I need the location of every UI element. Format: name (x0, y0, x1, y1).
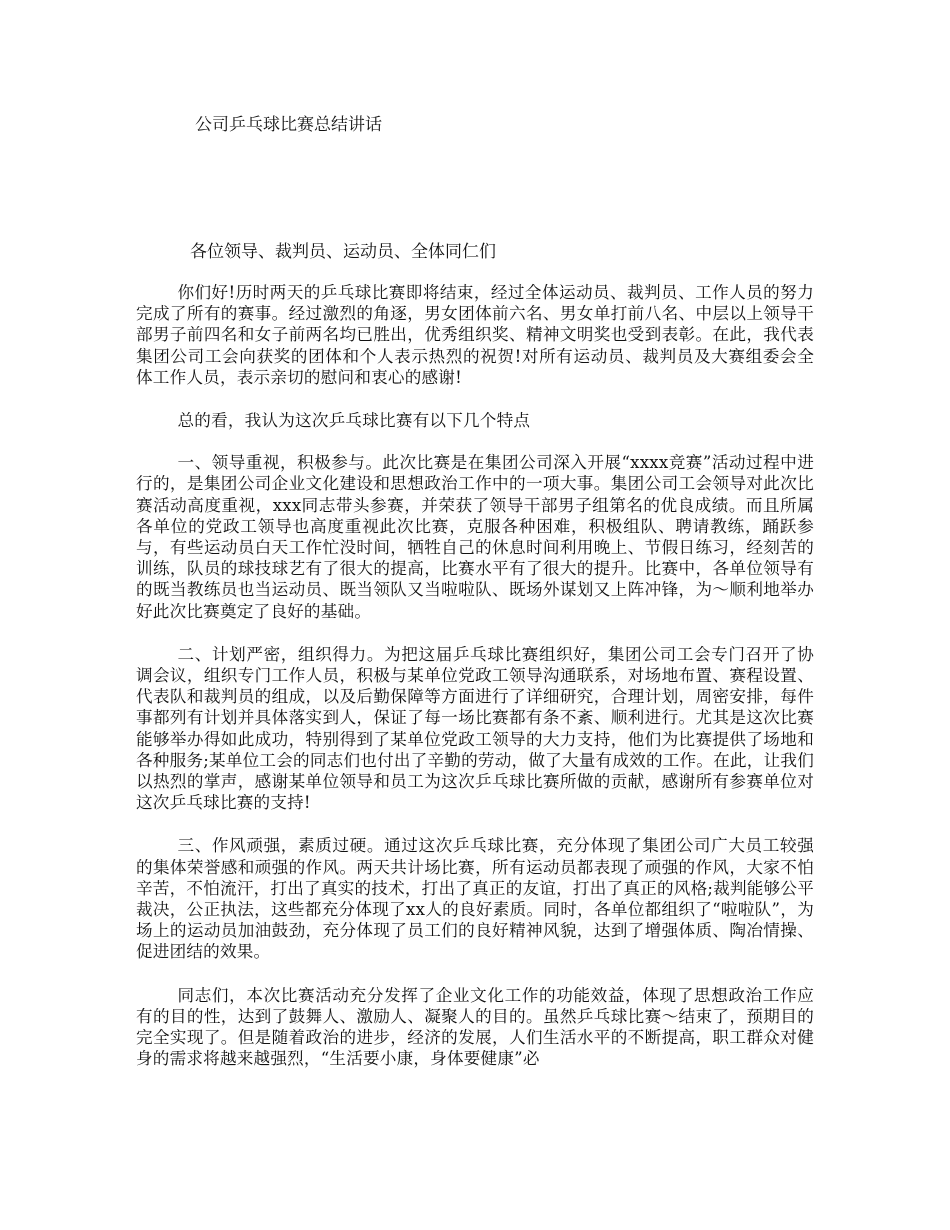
paragraph-point-1: 一、领导重视，积极参与。此次比赛是在集团公司深入开展“xxxx竞赛”活动过程中进行的，是集团公司企业文化建设和思想政治工作中的一项大事。集团公司工会领导对此次比赛活动高度重视，xxx同志带头参赛，并荣获了领导干部男子组第名的优良成绩。而且所属各单位的党政工领导也高度重视此次比赛，克服各种困难，积极组队、聘请教练，踊跃参与，有些运动员白天工作忙没时间，牺牲自己的休息时间利用晚上、节假日练习，经刻苦的训练，队员的球技球艺有了很大的提高，比赛水平有了很大的提升。比赛中，各单位领导有的既当教练员也当运动员、既当领队又当啦啦队、既场外谋划又上阵冲锋，为～顺利地举办好此次比赛奠定了良好的基础。 (136, 453, 814, 621)
document-title: 公司乒乓球比赛总结讲话 (195, 115, 382, 135)
salutation: 各位领导、裁判员、运动员、全体同仁们 (190, 242, 496, 262)
paragraph-point-2: 二、计划严密，组织得力。为把这届乒乓球比赛组织好，集团公司工会专门召开了协调会议，组织专门工作人员，积极与某单位党政工领导沟通联系，对场地布置、赛程设置、代表队和裁判员的组成，以及后勤保障等方面进行了详细研究，合理计划，周密安排，每件事都列有计划并具体落实到人，保证了每一场比赛都有条不紊、顺利进行。尤其是这次比赛能够举办得如此成功，特别得到了某单位党政工领导的大力支持，他们为比赛提供了场地和各种服务;某单位工会的同志们也付出了辛勤的劳动，做了大量有成效的工作。在此，让我们以热烈的掌声，感谢某单位领导和员工为这次乒乓球比赛所做的贡献，感谢所有参赛单位对这次乒乓球比赛的支持! (136, 644, 814, 813)
paragraph-greeting: 你们好!历时两天的乒乓球比赛即将结束，经过全体运动员、裁判员、工作人员的努力完成了所有的赛事。经过激烈的角逐，男女团体前六名、男女单打前八名、中层以上领导干部男子前四名和女子前两名均已胜出，优秀组织奖、精神文明奖也受到表彰。在此，我代表集团公司工会向获奖的团体和个人表示热烈的祝贺!对所有运动员、裁判员及大赛组委会全体工作人员，表示亲切的慰问和衷心的感谢! (136, 283, 814, 387)
document-body (136, 282, 814, 1092)
paragraph-overview: 总的看，我认为这次乒乓球比赛有以下几个特点 (177, 411, 531, 431)
paragraph-closing: 同志们，本次比赛活动充分发挥了企业文化工作的功能效益，体现了思想政治工作应有的目的性，达到了鼓舞人、激励人、凝聚人的目的。虽然乒乓球比赛～结束了，预期目的完全实现了。但是随着政治的进步，经济的发展，人们生活水平的不断提高，职工群众对健身的需求将越来越强烈，“生活要小康，身体要健康”必 (136, 985, 814, 1069)
paragraph-point-3: 三、作风顽强，素质过硬。通过这次乒乓球比赛，充分体现了集团公司广大员工较强的集体荣誉感和顽强的作风。两天共计场比赛，所有运动员都表现了顽强的作风，大家不怕辛苦，不怕流汗，打出了真实的技术，打出了真正的友谊，打出了真正的风格;裁判能够公平裁决，公正执法，这些都充分体现了xx人的良好素质。同时，各单位都组织了“啦啦队”，为场上的运动员加油鼓劲，充分体现了员工们的良好精神风貌，达到了增强体质、陶冶情操、促进团结的效果。 (136, 836, 814, 962)
